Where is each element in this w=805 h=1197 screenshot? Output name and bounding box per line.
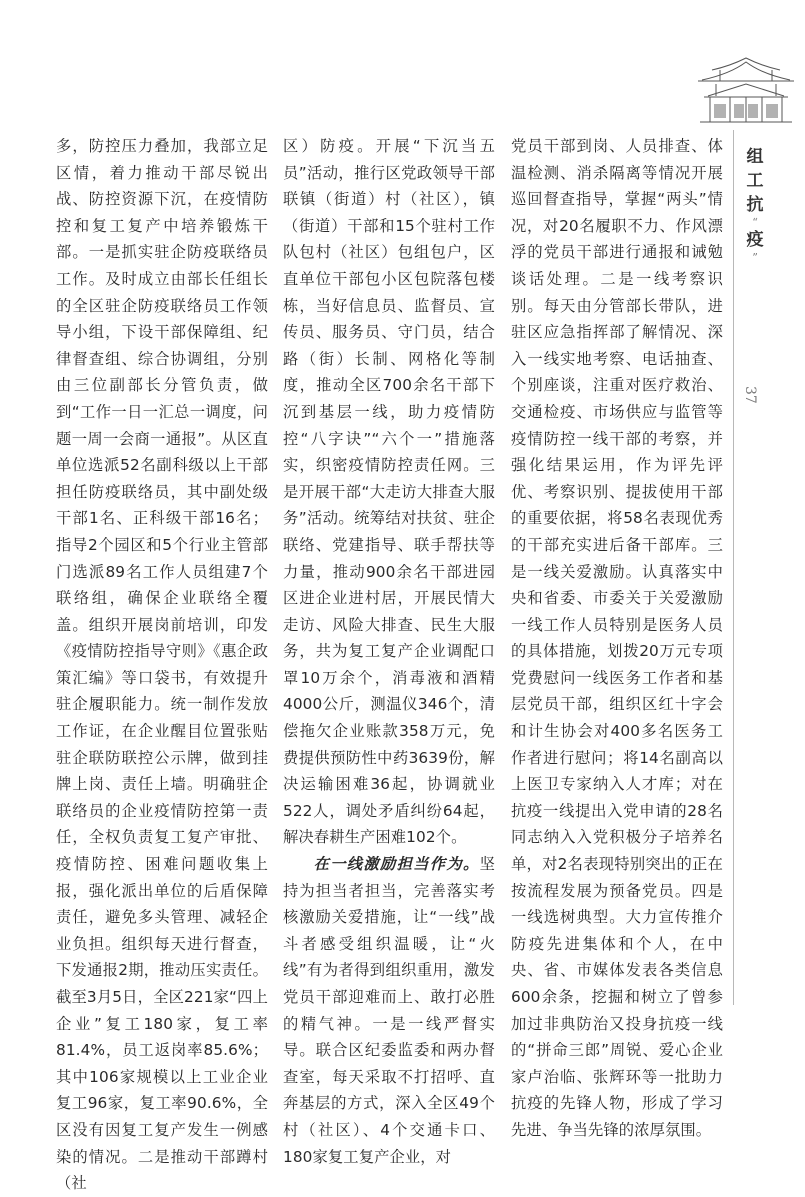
section-char-1: 组 — [746, 147, 764, 167]
pavilion-illustration — [690, 56, 802, 126]
section-char-2: 工 — [746, 171, 764, 191]
paragraph-body: 坚持为担当者担当，完善落实考核激励关爱措施，让“一线”战斗者感受组织温暖，让“火线”有为者得到组织重用，激发党员干部迎难而上、敢打必胜的精气神。一是一线严督实导。联合区纪委监委和两办督查室，每天采取不打招呼、直奔基层的方式，深入全区49个村（社区）、4个交通卡口、180家复工复产企业，对 — [283, 855, 495, 1166]
paragraph-lead: 在一线激励担当作为。 — [313, 855, 480, 874]
article-column-2 — [283, 133, 495, 1170]
section-quote-close: ” — [752, 251, 758, 264]
paragraph — [283, 851, 495, 1170]
section-char-3: 抗 — [746, 195, 764, 215]
article-column-1 — [56, 133, 268, 1197]
sidebar-divider — [733, 130, 734, 1005]
section-tag — [742, 145, 768, 263]
article-column-3 — [511, 133, 723, 1144]
paragraph: 区）防疫。开展“下沉当五员”活动，推行区党政领导干部联镇（街道）村（社区），镇（街道）干部和15个驻村工作队包村（社区）包组包户，区直单位干部包小区包院落包楼栋，当好信息员、监督员、宣传员、服务员、守门员，结合路（街）长制、网格化等制度，推动全区700余名干部下沉到基层一线，助力疫情防控“八字诀”“六个一”措施落实，织密疫情防控责任网。三是开展干部“大走访大排查大服务”活动。统筹结对扶贫、驻企联络、党建指导、联手帮扶等力量，推动900余名干部进园区进企业进村居，开展民情大走访、风险大排查、民生大服务，共为复工复产企业调配口罩10万余个，消毒液和酒精4000公斤，测温仪346个，清偿拖欠企业账款358万元，免费提供预防性中药3639份，解决运输困难36起，协调就业522人，调处矛盾纠纷64起，解决春耕生产困难102个。 — [283, 137, 495, 847]
section-quote-open: “ — [752, 216, 758, 229]
paragraph: 党员干部到岗、人员排查、体温检测、消杀隔离等情况开展巡回督查指导，掌握“两头”情况，对20名履职不力、作风漂浮的党员干部进行通报和诫勉谈话处理。二是一线考察识别。每天由分管部长带队，进驻区应急指挥部了解情况、深入一线实地考察、电话抽查、个别座谈，注重对医疗救治、交通检疫、市场供应与监管等疫情防控一线干部的考察，并强化结果运用，作为评先评优、考察识别、提拔使用干部的重要依据，将58名表现优秀的干部充实进后备干部库。三是一线关爱激励。认真落实中央和省委、市委关于关爱激励一线工作人员特别是医务人员的具体措施，划拨20万元专项党费慰问一线医务工作者和基层党员干部，组织区红十字会和计生协会对400多名医务工作者进行慰问；将14名副高以上医卫专家纳入人才库；对在抗疫一线提出入党申请的28名同志纳入入党积极分子培养名单，对2名表现特别突出的正在按流程发展为预备党员。四是一线选树典型。大力宣传推介防疫先进集体和个人，在中央、省、市媒体发表各类信息600余条，挖掘和树立了曾参加过非典防治又投身抗疫一线的“拼命三郎”周锐、爱心企业家卢治临、张辉环等一批助力抗疫的先锋人物，形成了学习先进、争当先锋的浓厚氛围。 — [511, 137, 723, 1139]
paragraph: 多，防控压力叠加，我部立足区情，着力推动干部尽锐出战、防控资源下沉，在疫情防控和复工复产中培养锻炼干部。一是抓实驻企防疫联络员工作。及时成立由部长任组长的全区驻企防疫联络员工作领导小组，下设干部保障组、纪律督查组、综合协调组，分别由三位副部长分管负责，做到“工作一日一汇总一调度，问题一周一会商一通报”。从区直单位选派52名副科级以上干部担任防疫联络员，其中副处级干部1名、正科级干部16名；指导2个园区和5个行业主管部门选派89名工作人员组建7个联络组，确保企业联络全覆盖。组织开展岗前培训，印发《疫情防控指导守则》《惠企政策汇编》等口袋书，有效提升驻企履职能力。统一制作发放工作证，在企业醒目位置张贴驻企联防联控公示牌，做到挂牌上岗、责任上墙。明确驻企联络员的企业疫情防控第一责任，全权负责复工复产审批、疫情防控、困难问题收集上报，强化派出单位的后盾保障责任，避免多头管理、减轻企业负担。组织每天进行督查，下发通报2期，推动压实责任。截至3月5日，全区221家“四上企业”复工180家，复工率81.4%，员工返岗率85.6%；其中106家规模以上工业企业复工96家，复工率90.6%，全区没有因复工复产发生一例感染的情况。二是推动干部蹲村（社 — [56, 137, 268, 1193]
page-number: 37 — [742, 386, 758, 404]
section-char-4: 疫 — [746, 230, 764, 250]
